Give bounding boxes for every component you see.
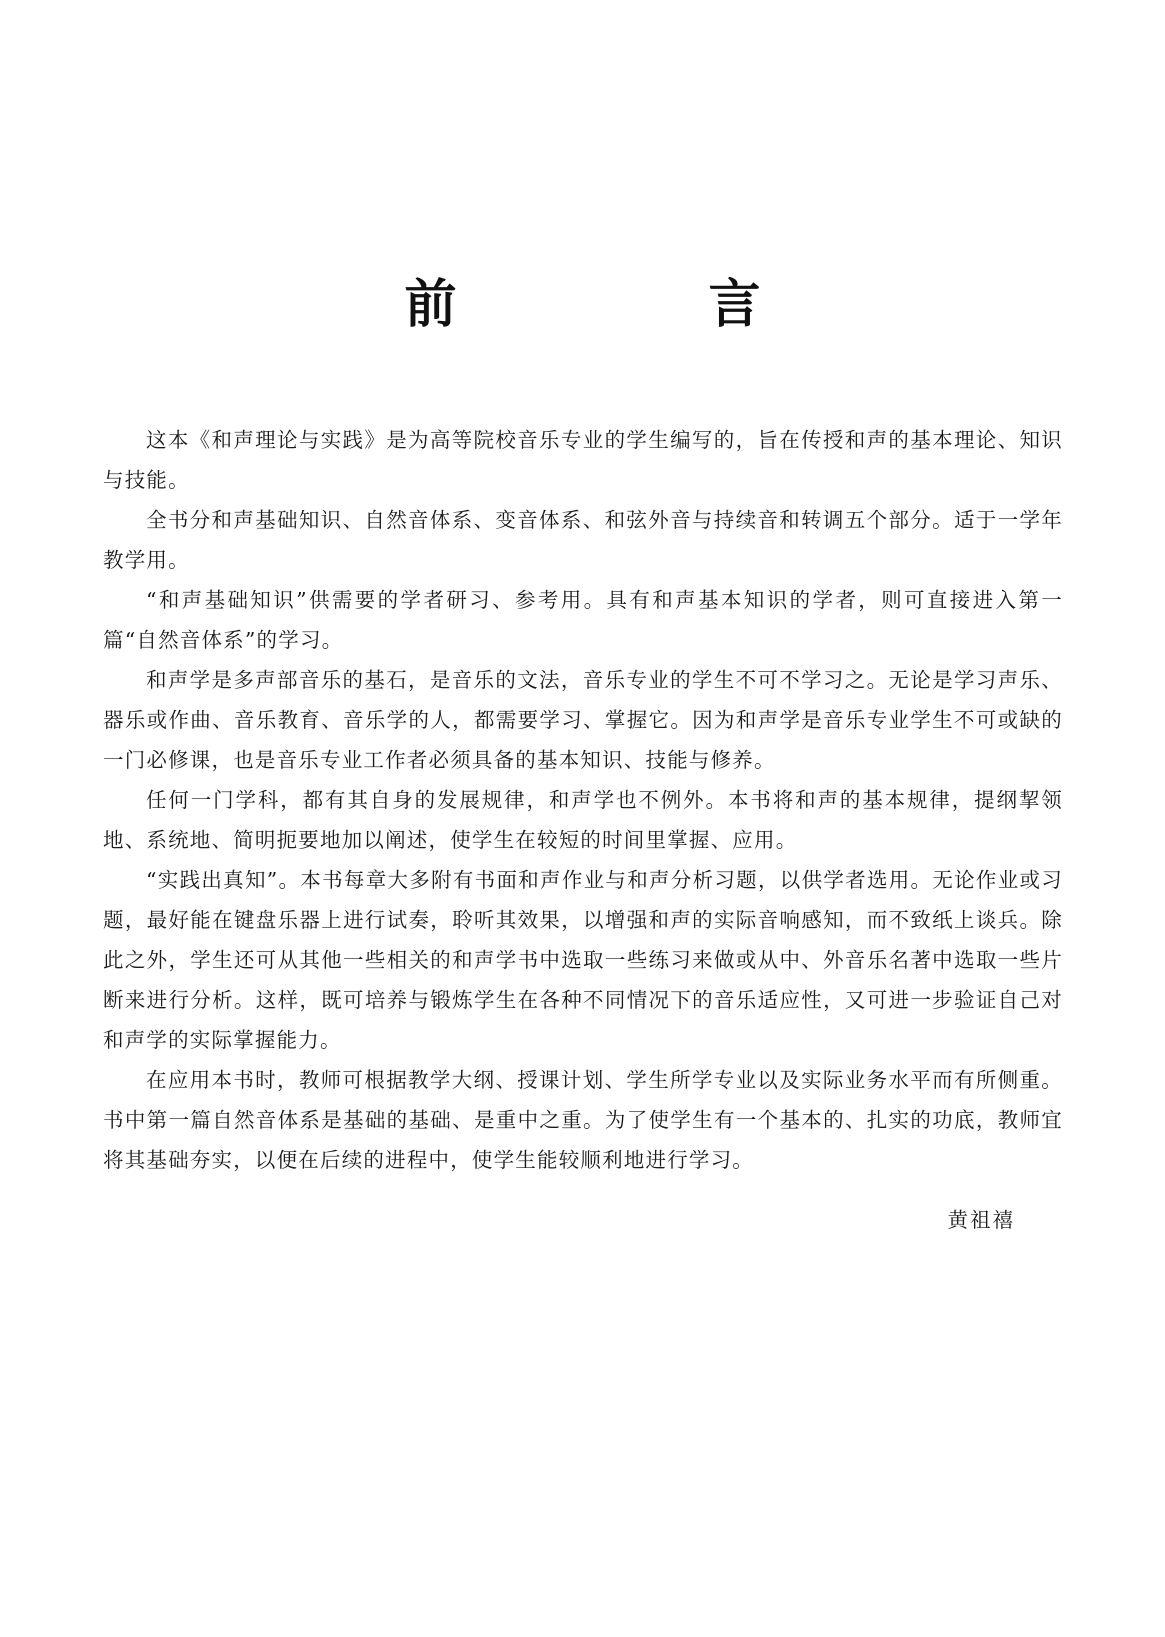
paragraph-7: 在应用本书时，教师可根据教学大纲、授课计划、学生所学专业以及实际业务水平而有所侧重。书中第一篇自然音体系是基础的基础、是重中之重。为了使学生有一个基本的、扎实的功底，教师宜将其基础夯实，以便在后续的进程中，使学生能较顺利地进行学习。 bbox=[103, 1068, 1063, 1172]
preface-body bbox=[103, 420, 1063, 1180]
paragraph-2: 全书分和声基础知识、自然音体系、变音体系、和弦外音与持续音和转调五个部分。适于一学年教学用。 bbox=[103, 508, 1063, 572]
paragraph-1: 这本《和声理论与实践》是为高等院校音乐专业的学生编写的，旨在传授和声的基本理论、知识与技能。 bbox=[103, 428, 1063, 492]
page-title: 前 言 bbox=[404, 275, 861, 335]
paragraph-4: 和声学是多声部音乐的基石，是音乐的文法，音乐专业的学生不可不学习之。无论是学习声乐、器乐或作曲、音乐教育、音乐学的人，都需要学习、掌握它。因为和声学是音乐专业学生不可或缺的一门必修课，也是音乐专业工作者必须具备的基本知识、技能与修养。 bbox=[103, 668, 1063, 772]
author-signature: 黄祖禧 bbox=[947, 1208, 1015, 1232]
paragraph-6: “实践出真知”。本书每章大多附有书面和声作业与和声分析习题，以供学者选用。无论作业或习题，最好能在键盘乐器上进行试奏，聆听其效果，以增强和声的实际音响感知，而不致纸上谈兵。除此之外，学生还可从其他一些相关的和声学书中选取一些练习来做或从中、外音乐名著中选取一些片断来进行分析。这样，既可培养与锻炼学生在各种不同情况下的音乐适应性，又可进一步验证自己对和声学的实际掌握能力。 bbox=[103, 868, 1063, 1052]
paragraph-3: “和声基础知识”供需要的学者研习、参考用。具有和声基本知识的学者，则可直接进入第一篇“自然音体系”的学习。 bbox=[103, 588, 1063, 652]
paragraph-5: 任何一门学科，都有其自身的发展规律，和声学也不例外。本书将和声的基本规律，提纲挈领地、系统地、简明扼要地加以阐述，使学生在较短的时间里掌握、应用。 bbox=[103, 788, 1063, 852]
